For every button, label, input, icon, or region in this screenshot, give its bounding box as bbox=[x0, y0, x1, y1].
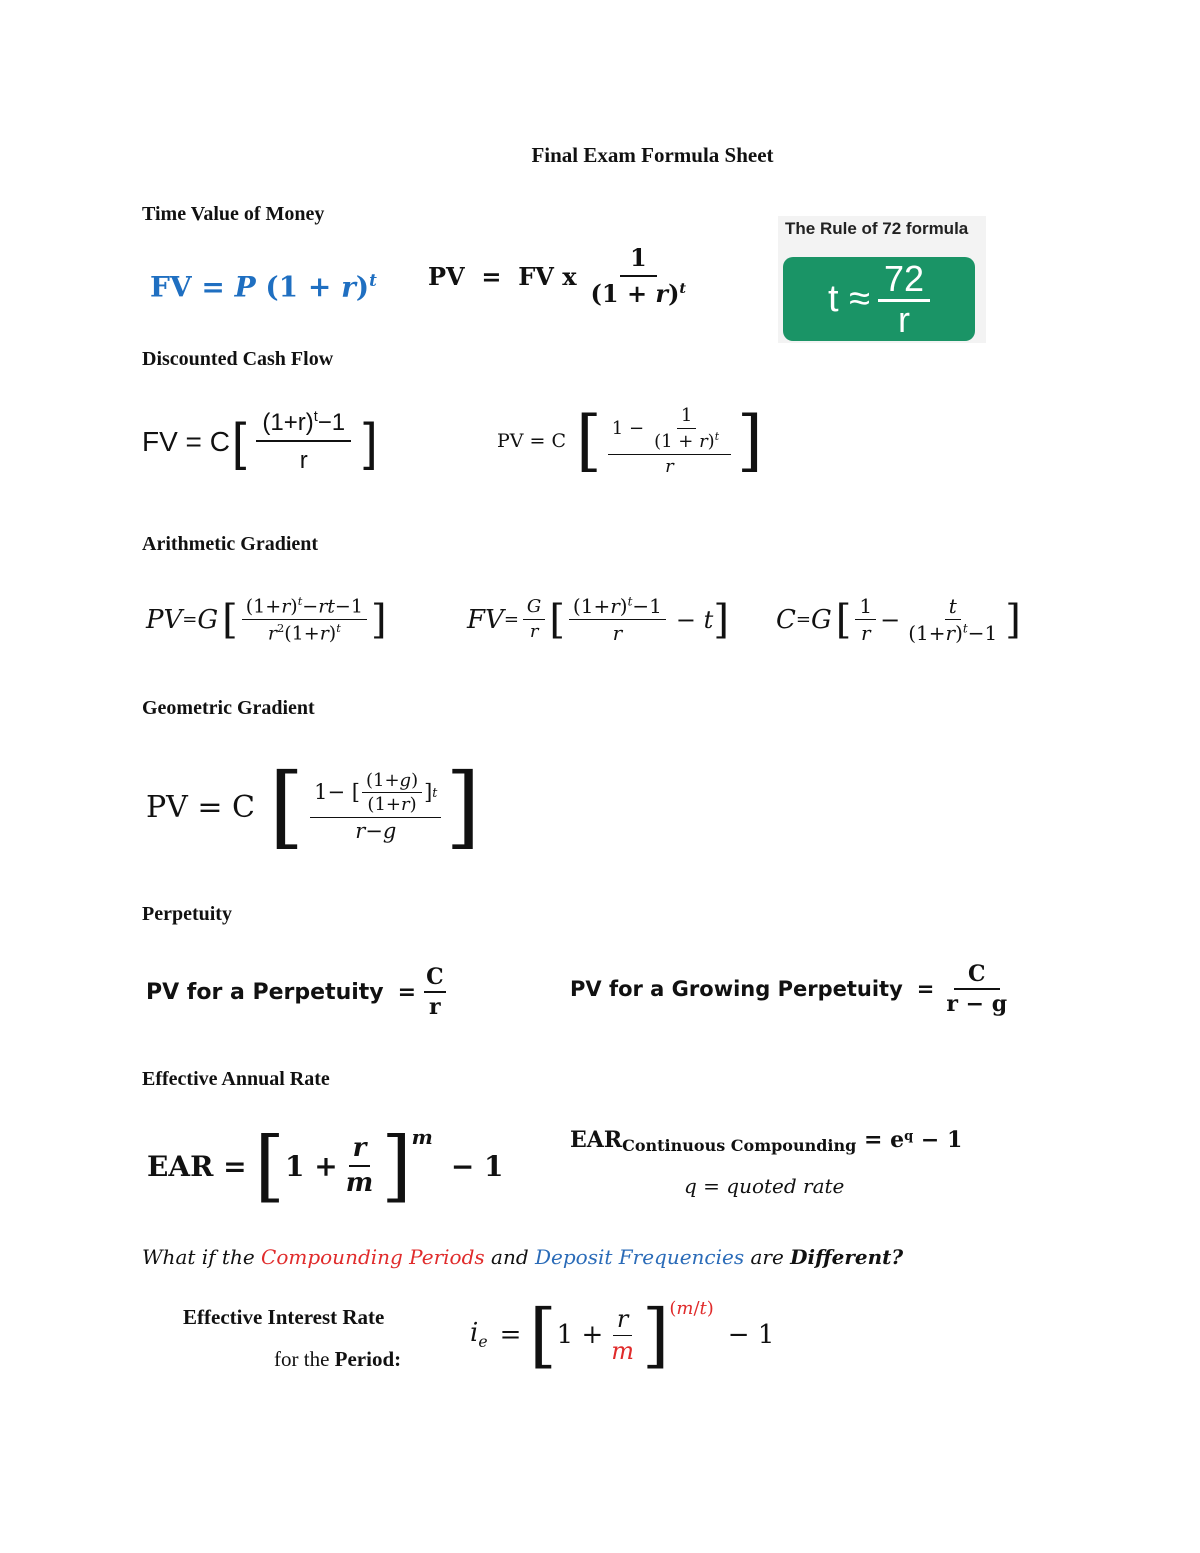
rule-of-72-denominator: r bbox=[897, 298, 910, 340]
question-part-1: What if the bbox=[142, 1245, 262, 1269]
eir-label-line1: Effective Interest Rate bbox=[183, 1305, 385, 1329]
heading-geometric-gradient: Geometric Gradient bbox=[142, 697, 315, 719]
fv-compound-formula: FV = P $(1 + r)^t$ bbox=[150, 270, 377, 304]
heading-arithmetic-gradient: Arithmetic Gradient bbox=[142, 533, 319, 555]
question-part-5: are bbox=[744, 1245, 791, 1269]
eir-label-period: Period: bbox=[334, 1347, 402, 1371]
ear-formula: EAR = [ 1 + $\frac{r}{m}$ ] m − 1 bbox=[147, 1121, 504, 1211]
effective-interest-rate-formula: $i_e$ = [ 1 + $\frac{r}{m}$ ] (m/t) − 1 bbox=[470, 1294, 775, 1376]
ear-continuous-label: EAR bbox=[570, 1127, 623, 1153]
eir-label-for-the: for the bbox=[274, 1347, 335, 1371]
question-different: Different? bbox=[790, 1245, 904, 1269]
rule-of-72-numerator: 72 bbox=[878, 261, 930, 302]
growing-perpetuity-label: PV for a Growing Perpetuity bbox=[570, 977, 903, 1002]
heading-discounted-cash-flow: Discounted Cash Flow bbox=[142, 348, 334, 370]
heading-effective-annual-rate: Effective Annual Rate bbox=[142, 1068, 330, 1090]
arithmetic-fv-formula: FV = $\frac{G}{r}$ [ $\frac{(1+r)^t-1}{r}$ − t ] bbox=[467, 594, 729, 645]
question-compounding-periods: Compounding Periods bbox=[261, 1245, 485, 1269]
question-deposit-frequencies: Deposit Frequencies bbox=[534, 1245, 745, 1269]
perpetuity-label: PV for a Perpetuity bbox=[146, 979, 384, 1005]
eir-label-line2 bbox=[274, 1347, 401, 1372]
perpetuity-formula: PV for a Perpetuity = $\frac{C}{r}$ bbox=[146, 964, 444, 1021]
ear-continuous-rhs: = e bbox=[864, 1127, 905, 1153]
rule-of-72-caption: The Rule of 72 formula bbox=[785, 219, 969, 238]
rule-of-72-lhs: t ≈ bbox=[827, 277, 870, 320]
pv-annuity-formula: PV = C [ 1 − $\frac{1}{(1 + r)^t}$ r ] bbox=[497, 402, 763, 480]
rule-of-72-formula bbox=[783, 257, 975, 341]
arithmetic-pv-formula: PV = G [ $\frac{(1+r)^t-rt-1}{r^2(1+r)^t}$ ] bbox=[146, 594, 387, 645]
heading-time-value-of-money: Time Value of Money bbox=[142, 203, 325, 225]
ear-continuous-formula bbox=[570, 1127, 962, 1155]
page-title: Final Exam Formula Sheet bbox=[531, 143, 774, 167]
ear-continuous-tail: − 1 bbox=[913, 1127, 963, 1153]
geometric-pv-formula: PV = C [ 1− [ $\frac{(1+g)}{(1+r)}$ ] t r−g ] bbox=[146, 754, 481, 859]
ear-continuous-exponent: q bbox=[904, 1129, 914, 1144]
growing-perpetuity-formula: PV for a Growing Perpetuity = $\frac{C}{r - g}$ bbox=[570, 961, 1008, 1018]
compounding-question bbox=[142, 1245, 903, 1269]
ear-continuous-subscript: Continuous Compounding bbox=[622, 1136, 857, 1155]
rule-of-72-image bbox=[778, 216, 986, 343]
arithmetic-annuity-formula: C = G [ $\frac{1}{r}$ − $\frac{t}{(1+r)^t-1}$ ] bbox=[776, 594, 1021, 645]
pv-discount-formula: PV = FV x $\frac{1}{(1 + r)^t}$ bbox=[428, 243, 687, 309]
heading-perpetuity: Perpetuity bbox=[142, 903, 232, 925]
fv-annuity-formula: FV = C [ $\frac{(1+r)^t-1}{r}$ ] bbox=[142, 409, 378, 475]
quoted-rate-definition: q = quoted rate bbox=[684, 1174, 845, 1198]
question-part-3: and bbox=[484, 1245, 535, 1269]
